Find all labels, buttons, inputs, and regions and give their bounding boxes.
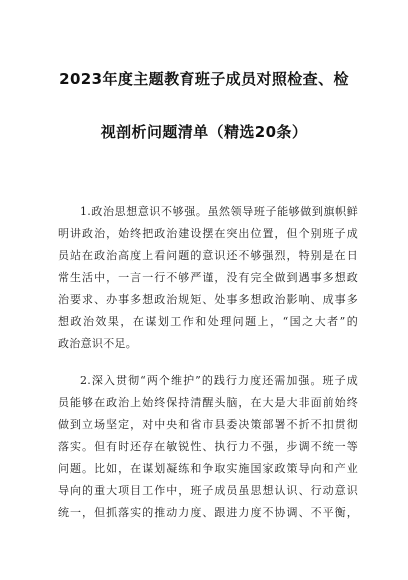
document-title-line-2: 视剖析问题清单（精选20条） [100, 123, 308, 141]
paragraph-line: 常生活中，一言一行不够严谨，没有完全做到遇事多想政 [58, 271, 358, 284]
paragraph-line: 问题。比如，在谋划凝练和争取实施国家政策导向和产业 [58, 462, 358, 475]
paragraph-line: 导向的重大项目工作中，班子成员虽思想认识、行动意识 [58, 484, 358, 497]
paragraph-1 [58, 201, 358, 355]
paragraph-line: 统一，但抓落实的推动力度、跟进力度不协调、不平衡， [58, 506, 358, 519]
paragraph-line: 1.政治思想意识不够强。虽然领导班子能够做到旗帜鲜 [80, 205, 358, 218]
paragraph-line: 政治意识不足。 [58, 337, 138, 350]
document-title-line-1: 2023年度主题教育班子成员对照检查、检 [59, 70, 349, 88]
paragraph-line: 落实。但有时还存在敏锐性、执行力不强，步调不统一等 [58, 440, 358, 453]
paragraph-2 [58, 370, 358, 524]
paragraph-line: 员能够在政治上始终保持清醒头脑，在大是大非面前始终 [58, 396, 358, 409]
paragraph-line: 想政治效果，在谋划工作和处理问题上，“国之大者”的 [58, 315, 358, 328]
paragraph-line: 明讲政治，始终把政治建设摆在突出位置，但个别班子成 [58, 227, 358, 240]
paragraph-line: 员站在政治高度上看问题的意识还不够强烈，特别是在日 [58, 249, 358, 262]
paragraph-line: 2.深入贯彻“两个维护”的践行力度还需加强。班子成 [80, 374, 358, 387]
paragraph-line: 治要求、办事多想政治规矩、处事多想政治影响、成事多 [58, 293, 358, 306]
paragraph-line: 做到立场坚定，对中央和省市县委决策部署不折不扣贯彻 [58, 418, 358, 431]
